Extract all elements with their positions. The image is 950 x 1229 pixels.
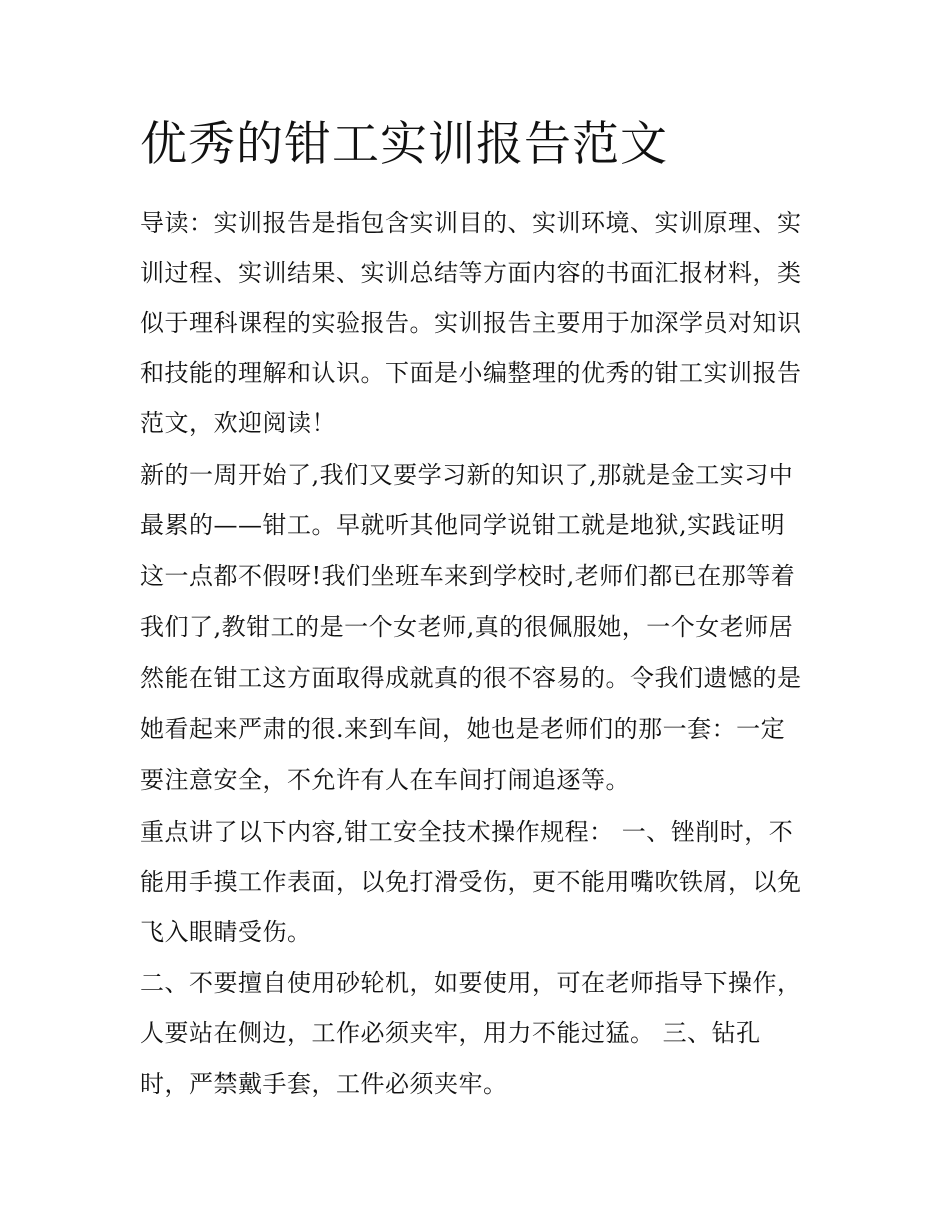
text-line: 最累的——钳工。早就听其他同学说钳工就是地狱,实践证明: [140, 511, 786, 539]
text-line: 这一点都不假呀!我们坐班车来到学校时,老师们都已在那等着: [140, 562, 796, 590]
text-line: 和技能的理解和认识。下面是小编整理的优秀的钳工实训报告: [140, 359, 802, 387]
text-line: 她看起来严肃的很.来到车间，她也是老师们的那一套：一定: [140, 715, 786, 743]
text-line: 人要站在侧边，工作必须夹牢，用力不能过猛。 三、钻孔: [140, 1019, 761, 1047]
text-line: 似于理科课程的实验报告。实训报告主要用于加深学员对知识: [140, 309, 802, 337]
text-line: 时，严禁戴手套，工件必须夹牢。: [140, 1070, 508, 1098]
text-line: 二、不要擅自使用砂轮机，如要使用，可在老师指导下操作，: [140, 969, 802, 997]
text-line: 重点讲了以下内容,钳工安全技术操作规程： 一、锉削时，不: [140, 818, 794, 846]
page-title: 优秀的钳工实训报告范文: [140, 117, 668, 172]
text-line: 我们了,教钳工的是一个女老师,真的很佩服她，一个女老师居: [140, 613, 794, 641]
text-line: 范文，欢迎阅读！: [140, 409, 336, 437]
text-line: 能用手摸工作表面，以免打滑受伤，更不能用嘴吹铁屑，以免: [140, 868, 802, 896]
text-line: 训过程、实训结果、实训总结等方面内容的书面汇报材料，类: [140, 259, 802, 287]
text-line: 然能在钳工这方面取得成就真的很不容易的。令我们遗憾的是: [140, 664, 802, 692]
text-line: 要注意安全，不允许有人在车间打闹追逐等。: [140, 766, 630, 794]
text-line: 飞入眼睛受伤。: [140, 918, 312, 946]
text-line: 新的一周开始了,我们又要学习新的知识了,那就是金工实习中: [140, 461, 794, 489]
text-line: 导读：实训报告是指包含实训目的、实训环境、实训原理、实: [140, 209, 802, 237]
